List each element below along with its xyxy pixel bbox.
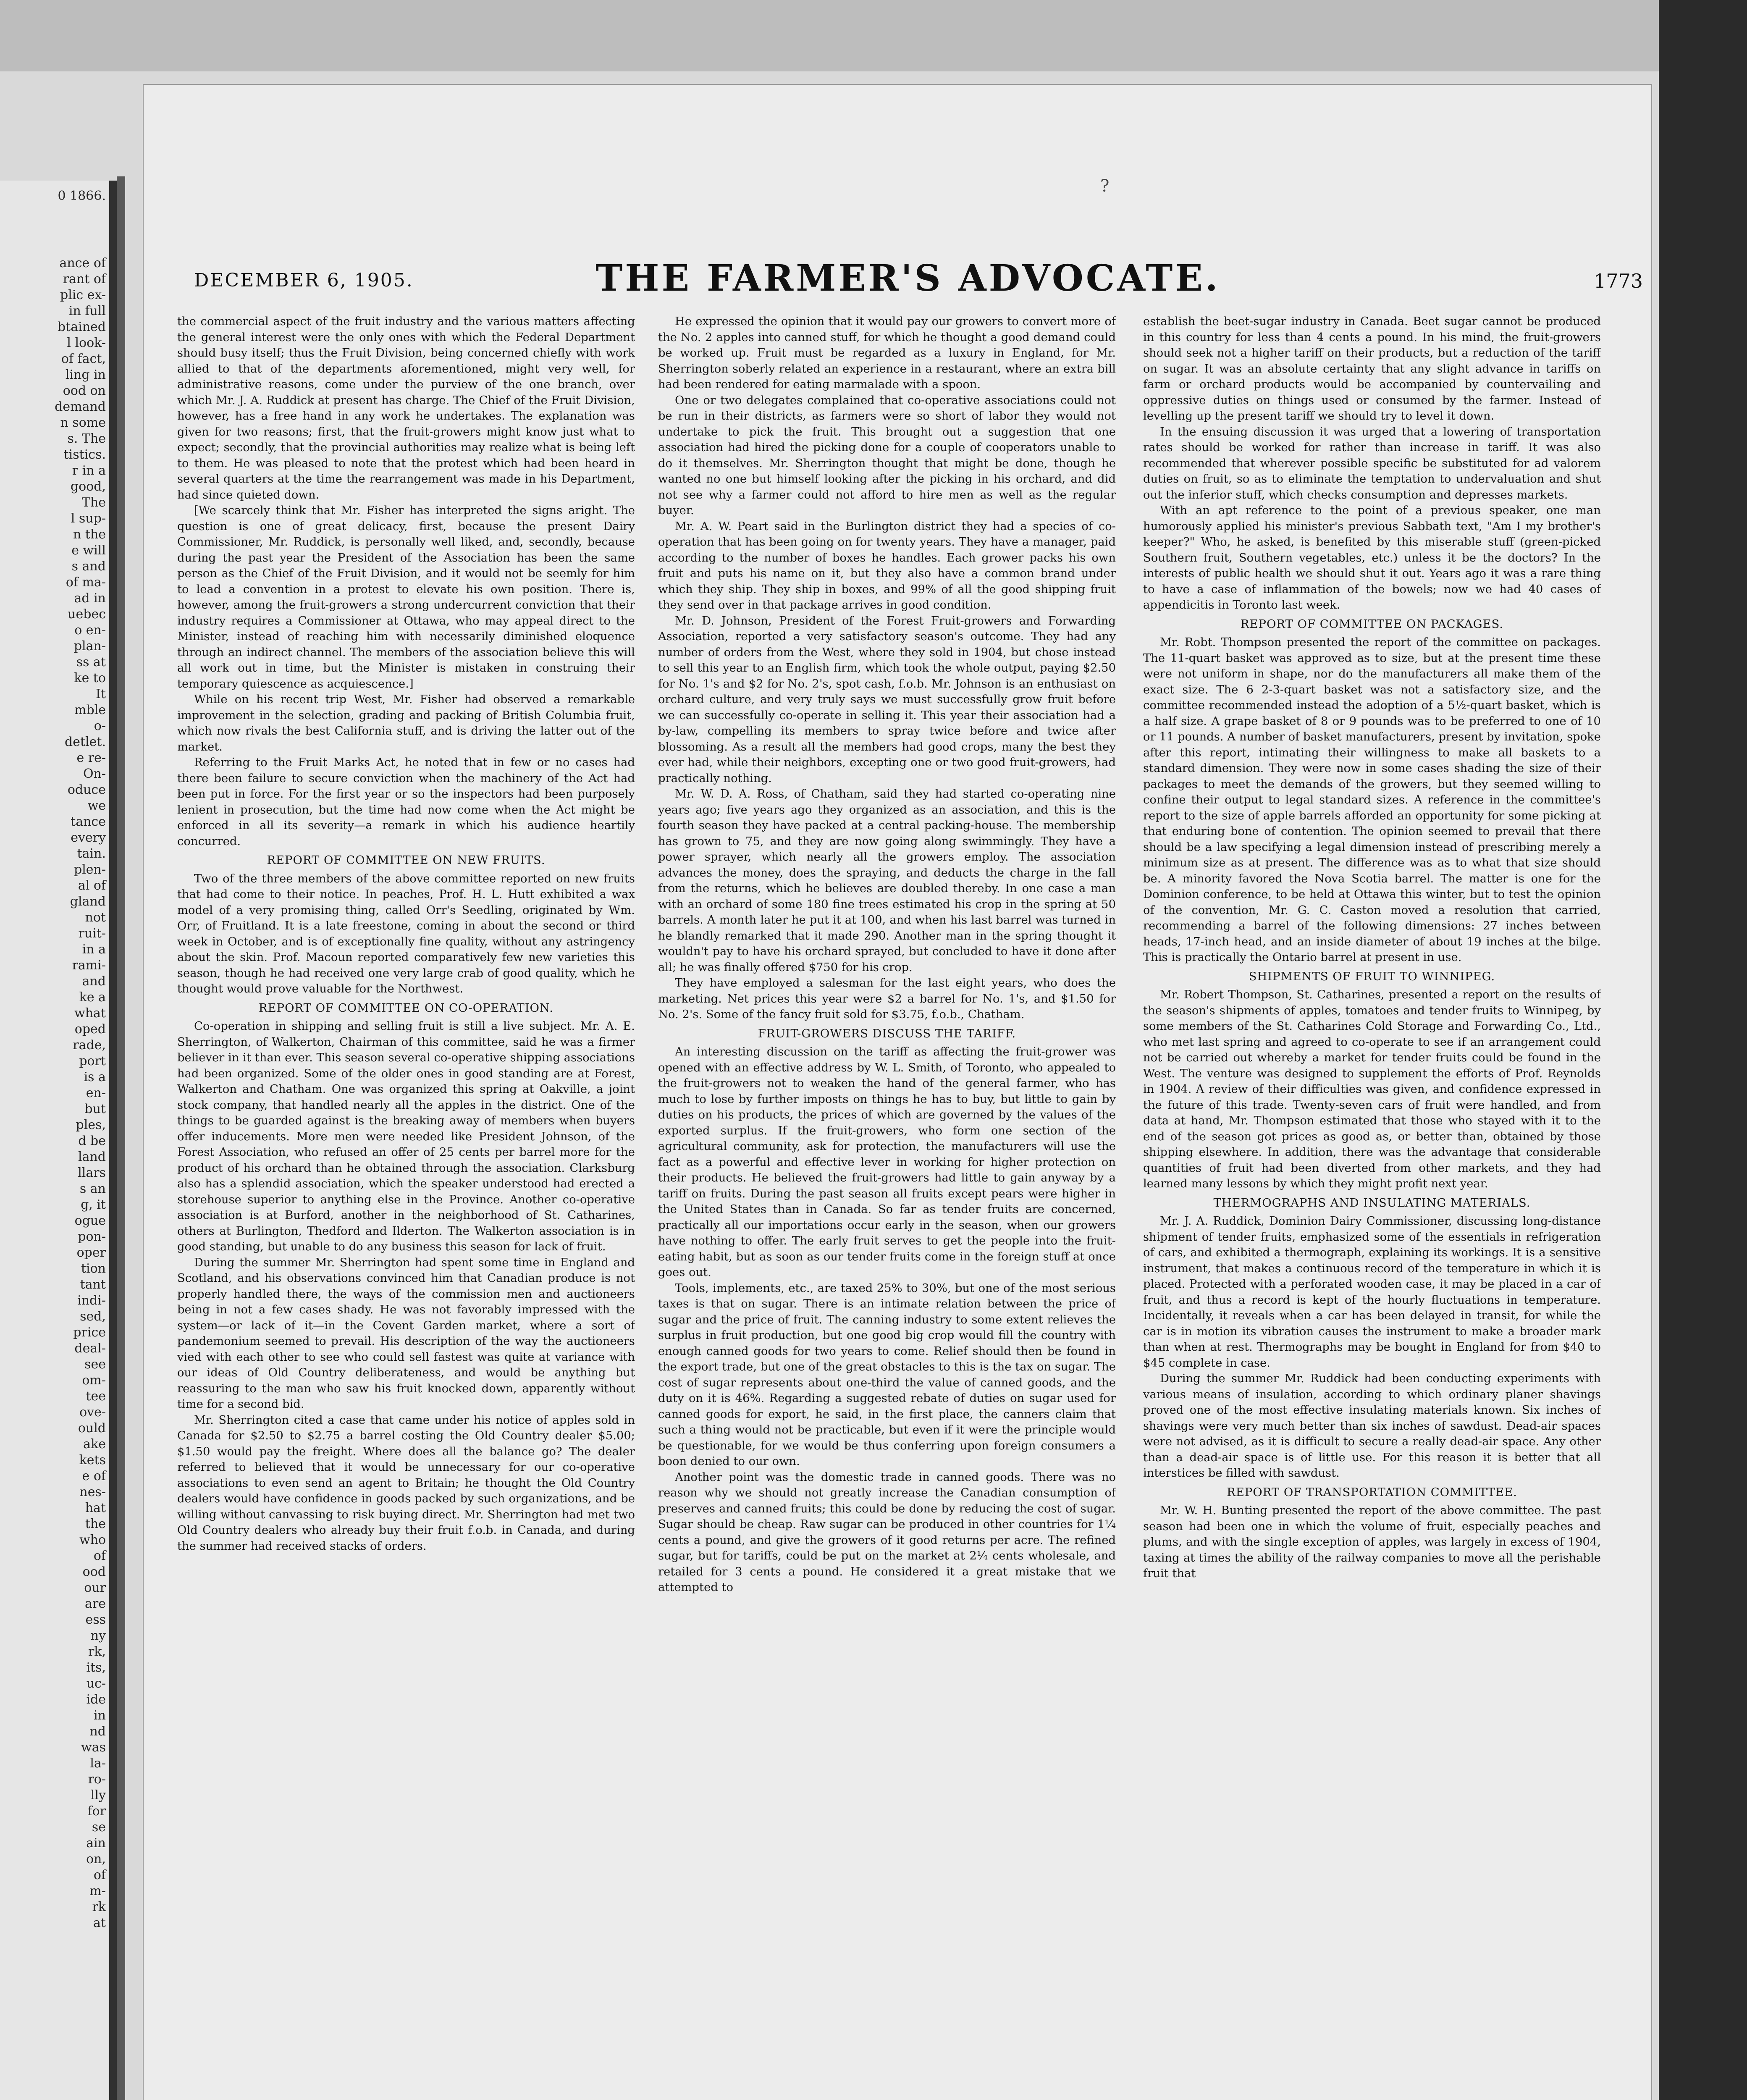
section-heading: REPORT OF COMMITTEE ON PACKAGES. xyxy=(1240,617,1504,631)
book-gutter xyxy=(117,176,125,2100)
article-paragraph: Two of the three members of the above committee reported on new fruits that had come to their notice. In peaches, Prof. H. L. Hutt exhibited a wax model of a very promising thing, called Orr's Seedling, originated by Wm. Orr, of Fruitland. It is a late freestone, coming in about the second or third week in October, and is of exceptionally fine quality, without any astringency about the skin. Prof. Macoun reported comparatively few new varieties this season, though he had received one very large crab of good quality, which he thought would prove valuable for the Northwest. xyxy=(177,872,635,995)
left-page-fragment: ide xyxy=(86,1692,106,1707)
margin-mark: ? xyxy=(1100,176,1110,196)
article-paragraph: the commercial aspect of the fruit industry and the various matters affecting the general interest were the only ones with which the Federal Department should busy itself; thus the Fruit Division, being concerned chiefly with work allied to that of the departments aforementioned, might very well, for administrative reasons, come under the purview of the one branch, over which Mr. J. A. Ruddick at present has charge. The Chief of the Fruit Division, however, has a free hand in any work he undertakes. The explanation was given for two reasons; first, that the fruit-growers might know just what to expect; secondly, that the provincial authorities may realize what is being left to them. He was pleased to note that the protest which had been heard in several quarters at the time the rearrangement was made in his Department, had since quieted down. xyxy=(177,315,635,501)
article-paragraph: Mr. J. A. Ruddick, Dominion Dairy Commissioner, discussing long-distance shipment of tender fruits, emphasized some of the essentials in refrigeration of cars, and exhibited a thermograph, explaining its workings. It is a sensitive instrument, that makes a continuous record of the temperature in which it is placed. Protected with a perforated wooden case, it may be placed in a car of fruit, and thus a record is kept of the hourly fluctuations in temperature. Incidentally, it reveals when a car has been delayed in transit, for while the car is in motion its vibration causes the instrument to make a broader mark than when at rest. Thermographs may be bought in England for from $40 to $45 complete in case. xyxy=(1143,1215,1601,1370)
left-page-fragment: ake xyxy=(83,1437,106,1452)
left-page-fragment: o en- xyxy=(74,623,106,638)
left-page-fragment: ling in xyxy=(65,368,106,382)
left-page-fragment: the xyxy=(85,1517,106,1531)
left-page-fragment: who xyxy=(79,1533,106,1547)
left-page-fragment: 0 1866. xyxy=(58,189,106,203)
left-page-fragment: indi- xyxy=(77,1293,106,1308)
left-page-fragment: was xyxy=(81,1740,106,1755)
article-paragraph: He expressed the opinion that it would pay our growers to convert more of the No. 2 apples into canned stuff, for which he thought a good demand could be worked up. Fruit must be regarded as a luxury in England, for Mr. Sherrington soberly related an experience in a restaurant, where an extra bill had been rendered for eating marmalade with a spoon. xyxy=(658,315,1116,391)
left-page-fragment: ould xyxy=(78,1421,106,1436)
left-page-fragment: rant of xyxy=(63,272,106,286)
left-page-fragment: ny xyxy=(90,1628,106,1643)
left-page-fragment: gland xyxy=(70,894,106,909)
left-page-fragment: kets xyxy=(79,1453,106,1467)
left-page-edge xyxy=(0,181,117,2100)
left-page-fragment: ro- xyxy=(88,1772,106,1787)
left-page-fragment: its, xyxy=(86,1660,106,1675)
article-paragraph: Tools, implements, etc., are taxed 25% to 30%, but one of the most serious taxes is that on sugar. There is an intimate relation between the price of sugar and the price of fruit. The canning industry to some extent relieves the surplus in fruit production, but one good big crop would fill the country with enough canned goods for two years to come. Relief should then be found in the export trade, but one of the great obstacles to this is the tax on sugar. The cost of sugar represents about one-third the value of canned goods, and the duty on it is 46%. Regarding a suggested rebate of duties on sugar used for canned goods for export, he said, in the first place, the canners claim that such a thing would not be practicable, but even if it were the principle would be questionable, for we would be thus conferring upon foreign consumers a boon denied to our own. xyxy=(658,1281,1116,1468)
left-page-fragment: n the xyxy=(73,527,106,542)
left-page-fragment: tistics. xyxy=(63,447,106,462)
left-page-fragment: plan- xyxy=(73,639,106,654)
article-paragraph: They have employed a salesman for the last eight years, who does the marketing. Net prices this year were $2 a barrel for No. 1's, and $1.50 for No. 2's. Some of the fancy fruit sold for $3.75, f.o.b., Chatham. xyxy=(658,976,1116,1021)
left-page-fragment: llars xyxy=(78,1166,106,1180)
left-page-fragment: plen- xyxy=(73,862,106,877)
left-page-fragment: The xyxy=(81,495,106,510)
article-paragraph: [We scarcely think that Mr. Fisher has interpreted the signs aright. The question is one of great delicacy, first, because the present Dairy Commissioner, Mr. Ruddick, is personally well liked, and, secondly, because during the past year the President of the Association has been the same person as the Chief of the Fruit Division, and it would not be seemly for him to lead a convention in a protest to elevate his own position. There is, however, among the fruit-growers a strong undercurrent conviction that their industry requires a Commissioner at Ottawa, who may appeal direct to the Minister, instead of reaching him with necessarily diminished eloquence through an indirect channel. The members of the association believe this will all work out in time, but the Minister is mistaken in construing their temporary quiescence as acquiescence.] xyxy=(177,504,635,690)
article-column-1 xyxy=(177,314,635,2100)
left-page-fragment: our xyxy=(84,1580,106,1595)
left-page-fragment: land xyxy=(78,1150,106,1164)
left-page-fragment: ad in xyxy=(74,591,106,606)
left-page-fragment: rk xyxy=(92,1900,106,1914)
section-heading: REPORT OF COMMITTEE ON CO-OPERATION. xyxy=(259,1001,553,1015)
left-page-fragment: uc- xyxy=(86,1676,106,1691)
article-column-2 xyxy=(658,314,1116,2100)
left-page-fragment: tain. xyxy=(77,846,106,861)
article-paragraph: One or two delegates complained that co-operative associations could not be run in their districts, as farmers were so short of labor they would not undertake to pick the fruit. This brought out a suggestion that one association had hired the picking done for a couple of cooperators unable to do it themselves. Mr. Sherrington thought that might be done, though he wanted no one but himself looking after the picking in his orchard, and did not see why a farmer could not afford to hire men as well as the regular buyer. xyxy=(658,394,1116,517)
left-page-fragment: for xyxy=(87,1804,106,1819)
left-page-fragment: good, xyxy=(70,479,106,494)
article-paragraph: Another point was the domestic trade in canned goods. There was no reason why we should not greatly increase the Canadian consumption of preserves and canned fruits; this could be done by reducing the cost of sugar. Sugar should be cheap. Raw sugar can be produced in other countries for 1¼ cents a pound, and give the growers of it good returns per acre. The refined sugar, but for tariffs, could be put on the market at 2¼ cents wholesale, and retailed for 3 cents a pound. He considered it a great mistake that we attempted to xyxy=(658,1470,1116,1594)
left-page-fragment: o- xyxy=(94,719,106,733)
left-page-fragment: tion xyxy=(81,1261,106,1276)
left-page-fragment: n some xyxy=(60,415,106,430)
masthead-title: THE FARMER'S ADVOCATE. xyxy=(595,257,1220,299)
left-page-fragment: en- xyxy=(86,1086,106,1100)
left-page-fragment: of ma- xyxy=(66,575,106,590)
left-page-fragment: rami- xyxy=(72,958,106,973)
article-paragraph: During the summer Mr. Ruddick had been conducting experiments with various means of insulation, according to which ordinary planer shavings proved one of the most effective insulating materials known. Six inches of shavings were very much better than six inches of sawdust. Dead-air spaces were not advised, as it is difficult to secure a really dead-air space. Any other than a dead-air space is of little use. For this reason it is better that all interstices be filled with sawdust. xyxy=(1143,1372,1601,1480)
left-page-fragment: of fact, xyxy=(61,352,106,366)
left-page-fragment: se xyxy=(92,1820,106,1835)
left-page-fragment: every xyxy=(71,830,106,845)
left-page-fragment: d be xyxy=(78,1134,106,1148)
left-page-fragment: see xyxy=(84,1357,106,1372)
left-page-fragment: oped xyxy=(74,1022,106,1037)
article-paragraph: During the summer Mr. Sherrington had spent some time in England and Scotland, and his observations convinced him that Canadian produce is not properly handled there, the ways of the commission men and auctioneers being in not a few cases shady. He was not favorably impressed with the system—or lack of it—in the Covent Garden market, where a sort of pandemonium seemed to prevail. His description of the way the auctioneers vied with each other to see who could sell fastest was quite at variance with our ideas of Old Country deliberateness, and would be anything but reassuring to the man who saw his fruit knocked down, apparently without time for a second bid. xyxy=(177,1256,635,1411)
article-paragraph: In the ensuing discussion it was urged that a lowering of transportation rates should be worked for rather than increase in tariff. It was also recommended that wherever possible specific be substituted for ad valorem duties on fruit, so as to eliminate the temptation to undervaluation and shut out the inferior stuff, which checks consumption and depresses markets. xyxy=(1143,425,1601,501)
left-page-fragment: uebec xyxy=(68,607,106,622)
left-page-fragment: not xyxy=(85,910,106,925)
left-page-fragment: ples, xyxy=(76,1118,106,1132)
left-page-fragment: mble xyxy=(74,703,106,717)
article-paragraph: Mr. Robt. Thompson presented the report of the committee on packages. The 11-quart basket was approved as to size, but at the present time these were not uniform in shape, nor do the manufacturers all make them of the exact size. The 6 2-3-quart basket was not a satisfactory size, and the committee recommended instead the adoption of a 5½-quart basket, which is a half size. A grape basket of 8 or 9 pounds was to be preferred to one of 10 or 11 pounds. A number of basket manufacturers, present by invitation, spoke after this report, intimating their willingness to make all baskets to a standard dimension. They were now in some cases shading the size of their packages to meet the demands of the growers, but they seemed willing to confine their output to legal standard sizes. A reference in the committee's report to the size of apple barrels afforded an opportunity for some picking at that enduring bone of contention. The opinion seemed to prevail that there should be a law specifying a legal dimension instead of prescribing merely a minimum size as at present. The difference was as to what that size should be. A minority favored the Nova Scotia barrel. The matter is one for the Dominion conference, to be held at Ottawa this winter, but to test the opinion of the convention, Mr. G. C. Caston moved a resolution that carried, recommending a barrel of the following dimensions: 27 inches between heads, 17-inch head, and an inside diameter of about 19 inches at the bilge. This is practically the Ontario barrel at present in use. xyxy=(1143,636,1601,964)
left-page-fragment: It xyxy=(96,687,106,701)
left-page-fragment: e of xyxy=(82,1469,106,1483)
left-page-fragment: e re- xyxy=(76,751,106,765)
left-page-fragment: l sup- xyxy=(71,511,106,526)
left-page-fragment: demand xyxy=(55,399,106,414)
left-page-fragment: lly xyxy=(90,1788,106,1803)
left-page-fragment: of xyxy=(93,1549,106,1563)
left-page-fragment: l look- xyxy=(67,336,106,350)
left-page-fragment: we xyxy=(87,798,106,813)
issue-date: DECEMBER 6, 1905. xyxy=(194,270,414,291)
left-page-fragment: btained xyxy=(57,320,106,334)
article-paragraph: Mr. W. H. Bunting presented the report of the above committee. The past season had been one in which the volume of fruit, especially peaches and plums, and with the single exception of apples, was largely in excess of 1904, taxing at times the ability of the railway companies to move all the perishable fruit that xyxy=(1143,1504,1601,1580)
left-page-fragment: al of xyxy=(78,878,106,893)
left-page-fragment: rk, xyxy=(88,1644,106,1659)
left-page-fragment: oper xyxy=(76,1245,106,1260)
article-paragraph: Co-operation in shipping and selling fruit is still a live subject. Mr. A. E. Sherrington, of Walkerton, Chairman of this committee, said he was a firmer believer in it than ever. This season several co-operative shipping associations had been organized. Some of the older ones in good standing are at Forest, Walkerton and Chatham. One was organized this spring at Oakville, a joint stock company, that handled nearly all the apples in the district. One of the things to be guarded against is the breaking away of members when buyers offer inducements. More men were needed like President Johnson, of the Forest Association, who refused an offer of 25 cents per barrel more for the product of his orchard than he obtained through the association. Clarksburg also has a splendid association, which the speaker understood had erected a storehouse superior to anything else in the Province. Another co-operative association is at Burford, another in the neighborhood of St. Catharines, others at Burlington, Thedford and Ilderton. The Walkerton association is in good standing, but unable to do any business this season for lack of fruit. xyxy=(177,1020,635,1253)
left-page-fragment: nd xyxy=(89,1724,106,1739)
left-page-fragment: on, xyxy=(86,1852,106,1866)
section-heading: THERMOGRAPHS AND INSULATING MATERIALS. xyxy=(1213,1196,1531,1210)
left-page-fragment: nes- xyxy=(79,1485,106,1499)
left-page-fragment: and xyxy=(82,974,106,989)
left-page-fragment: la- xyxy=(90,1756,106,1771)
article-paragraph: Mr. Sherrington cited a case that came under his notice of apples sold in Canada for $2.50 to $2.75 a barrel costing the Old Country dealer $5.00; $1.50 would pay the freight. Where does all the balance go? The dealer referred to believed that it would be unnecessary for our co-operative associations to even send an agent to Britain; he thought the Old Country dealers would have confidence in goods packed by such organizations, and be willing without canvassing to risk buying direct. Mr. Sherrington had met two Old Country dealers who already buy their fruit f.o.b. in Canada, and during the summer had received stacks of orders. xyxy=(177,1413,635,1553)
section-heading: FRUIT-GROWERS DISCUSS THE TARIFF. xyxy=(758,1027,1016,1040)
left-page-fragment: plic ex- xyxy=(60,288,106,302)
left-page-fragment: detlet. xyxy=(65,735,106,749)
left-page-fragment: s and xyxy=(71,559,106,574)
section-heading: REPORT OF COMMITTEE ON NEW FRUITS. xyxy=(267,854,546,867)
left-page-fragment: ain xyxy=(86,1836,106,1851)
left-page-fragment: at xyxy=(93,1916,106,1930)
page-header xyxy=(194,257,1643,307)
article-paragraph: Mr. W. D. A. Ross, of Chatham, said they had started co-operating nine years ago; five years ago they organized as an association, and this is the fourth season they have packed at a central packing-house. The membership has grown to 75, and they are now going along swimmingly. They have a power sprayer, which nearly all the growers employ. The association advances the money, does the spraying, and deducts the charge in the fall from the returns, which he believes are doubled thereby. In one case a man with an orchard of some 180 fine trees estimated his crop in the spring at 50 barrels. A month later he put it at 100, and when his last barrel was turned in he blandly remarked that it made 290. Another man in the spring thought it wouldn't pay to have his orchard sprayed, but concluded to have it done after all; he was finally offered $750 for his crop. xyxy=(658,788,1116,974)
left-page-fragment: what xyxy=(74,1006,106,1021)
left-page-fragment: of xyxy=(93,1868,106,1882)
left-page-fragment: ove- xyxy=(79,1405,106,1420)
left-page-fragment: ess xyxy=(85,1612,106,1627)
left-page-fragment: ke a xyxy=(79,990,106,1005)
left-page-fragment: hat xyxy=(85,1501,106,1515)
scan-background-top xyxy=(0,0,1747,71)
article-paragraph: While on his recent trip West, Mr. Fisher had observed a remarkable improvement in the selection, grading and packing of British Columbia fruit, which now rivals the best California stuff, and is driving the latter out of the market. xyxy=(177,693,635,753)
left-page-fragment: sed, xyxy=(80,1309,106,1324)
left-page-fragment: s. The xyxy=(67,431,106,446)
left-page-fragment: port xyxy=(79,1054,106,1068)
left-page-fragment: oduce xyxy=(67,782,106,797)
left-page-fragment: ance of xyxy=(59,256,106,270)
left-page-fragment: tee xyxy=(86,1389,106,1404)
article-paragraph: An interesting discussion on the tariff as affecting the fruit-grower was opened with an effective address by W. L. Smith, of Toronto, who appealed to the fruit-growers not to weaken the hand of the general farmer, who has much to lose by further imposts on things he has to buy, but little to gain by duties on his products, the prices of which are governed by the values of the exported surplus. If the fruit-growers, who form one section of the agricultural community, ask for protection, the manufacturers will use the fact as a powerful and effective lever in working for higher protection on their products. He believed the fruit-growers had little to gain anyway by a tariff on fruits. During the past season all fruits except pears were higher in the United States than in Canada. So far as tender fruits are concerned, practically all our importations occur early in the season, when our growers have nothing to offer. The early fruit serves to get the people into the fruit-eating habit, but as soon as our tender fruits come in the foreign stuff at once goes out. xyxy=(658,1045,1116,1279)
newspaper-page xyxy=(143,84,1652,2100)
article-paragraph: Mr. Robert Thompson, St. Catharines, presented a report on the results of the season's shipments of apples, tomatoes and tender fruits to Winnipeg, by some members of the St. Catharines Cold Storage and Forwarding Co., Ltd., who met last spring and agreed to co-operate to see if an arrangement could not be carried out whereby a market for tender fruits could be found in the West. The venture was designed to supplement the efforts of Prof. Reynolds in 1904. A review of their difficulties was given, and confidence expressed in the future of this trade. Twenty-seven cars of fruit were handled, and from data at hand, Mr. Thompson estimated that those who stayed with it to the end of the season got prices as good as, or better than, obtained by those shipping elsewhere. In addition, there was the advantage that considerable quantities of fruit had been diverted from other markets, and they had learned many lessons by which they might profit next year. xyxy=(1143,988,1601,1190)
left-page-fragment: deal- xyxy=(74,1341,106,1356)
left-page-fragment: in full xyxy=(68,304,106,318)
left-page-fragment: pon- xyxy=(78,1229,106,1244)
section-heading: REPORT OF TRANSPORTATION COMMITTEE. xyxy=(1227,1486,1517,1499)
left-page-fragment: On- xyxy=(83,766,106,781)
left-page-fragment: r in a xyxy=(72,463,106,478)
left-page-fragment: ogue xyxy=(74,1213,106,1228)
section-heading: SHIPMENTS OF FRUIT TO WINNIPEG. xyxy=(1249,970,1495,983)
left-page-fragment: s an xyxy=(79,1181,106,1196)
left-page-fragment: om- xyxy=(82,1373,106,1388)
left-page-fragment: ood on xyxy=(63,383,106,398)
left-page-fragment: is a xyxy=(84,1070,106,1084)
article-paragraph: establish the beet-sugar industry in Canada. Beet sugar cannot be produced in this country for less than 4 cents a pound. In his mind, the fruit-growers should seek not a higher tariff on their products, but a reduction of the tariff on sugar. It was an absolute certainty that any slight advance in tariffs on farm or orchard products would be accompanied by countervailing and oppressive duties on things used or consumed by the farmer. Instead of levelling up the present tariff we should try to level it down. xyxy=(1143,315,1601,423)
article-column-3 xyxy=(1143,314,1601,2100)
left-page-fragment: in xyxy=(94,1708,106,1723)
left-page-fragment: rade, xyxy=(73,1038,106,1053)
scan-background-right xyxy=(1659,0,1747,2100)
article-paragraph: With an apt reference to the point of a previous speaker, one man humorously applied his minister's previous Sabbath text, "Am I my brother's keeper?" Who, he asked, is benefited by this miserable stuff (green-picked Southern fruit, Southern vegetables, etc.) unless it be the doctors? In the interests of public health we should shut it out. Years ago it was a rare thing to have a case of inflammation of the bowels; now we had 40 cases of appendicitis in Toronto last week. xyxy=(1143,504,1601,612)
article-paragraph: Mr. A. W. Peart said in the Burlington district they had a species of co-operation that has been going on for twenty years. They have a manager, paid according to the number of boxes he handles. Each grower packs his own fruit and puts his name on it, but they also have a common brand under which they ship. They ship in boxes, and 99% of all the good shipping fruit they send over in that package arrives in good condition. xyxy=(658,520,1116,612)
left-page-fragment: ss at xyxy=(76,655,106,669)
left-page-fragment: ke to xyxy=(74,671,106,685)
left-page-fragment: ood xyxy=(82,1564,106,1579)
article-paragraph: Referring to the Fruit Marks Act, he noted that in few or no cases had there been failure to secure conviction when the machinery of the Act had been put in force. For the first year or so the inspectors had been purposely lenient in prosecution, but the time had now come when the Act might be enforced in all its severity—a remark in which his audience heartily concurred. xyxy=(177,756,635,848)
article-paragraph: Mr. D. Johnson, President of the Forest Fruit-growers and Forwarding Association, reported a very satisfactory season's outcome. They had any number of orders from the West, where they sold in 1904, but chose instead to sell this year to an English firm, which took the whole output, paying $2.50 for No. 1's and $2 for No. 2's, spot cash, f.o.b. Mr. Johnson is an enthusiast on orchard culture, and very truly says we must successfully grow fruit before we can successfully co-operate in selling it. This year their association had a by-law, compelling its members to spray twice before and twice after blossoming. As a result all the members had good crops, many the best they ever had, while their neighbors, excepting one or two good fruit-growers, had practically nothing. xyxy=(658,614,1116,785)
left-page-fragment: m- xyxy=(89,1884,106,1898)
left-page-fragment: e will xyxy=(71,543,106,558)
left-page-fragment: tant xyxy=(80,1277,106,1292)
left-page-fragment: ruit- xyxy=(78,926,106,941)
left-page-fragment: tance xyxy=(71,814,106,829)
left-page-fragment: price xyxy=(73,1325,106,1340)
left-page-fragment: g, it xyxy=(81,1197,106,1212)
left-page-fragment: but xyxy=(84,1102,106,1116)
left-page-fragment: are xyxy=(85,1596,106,1611)
left-page-fragment: in a xyxy=(82,942,106,957)
page-number: 1773 xyxy=(1593,270,1643,292)
